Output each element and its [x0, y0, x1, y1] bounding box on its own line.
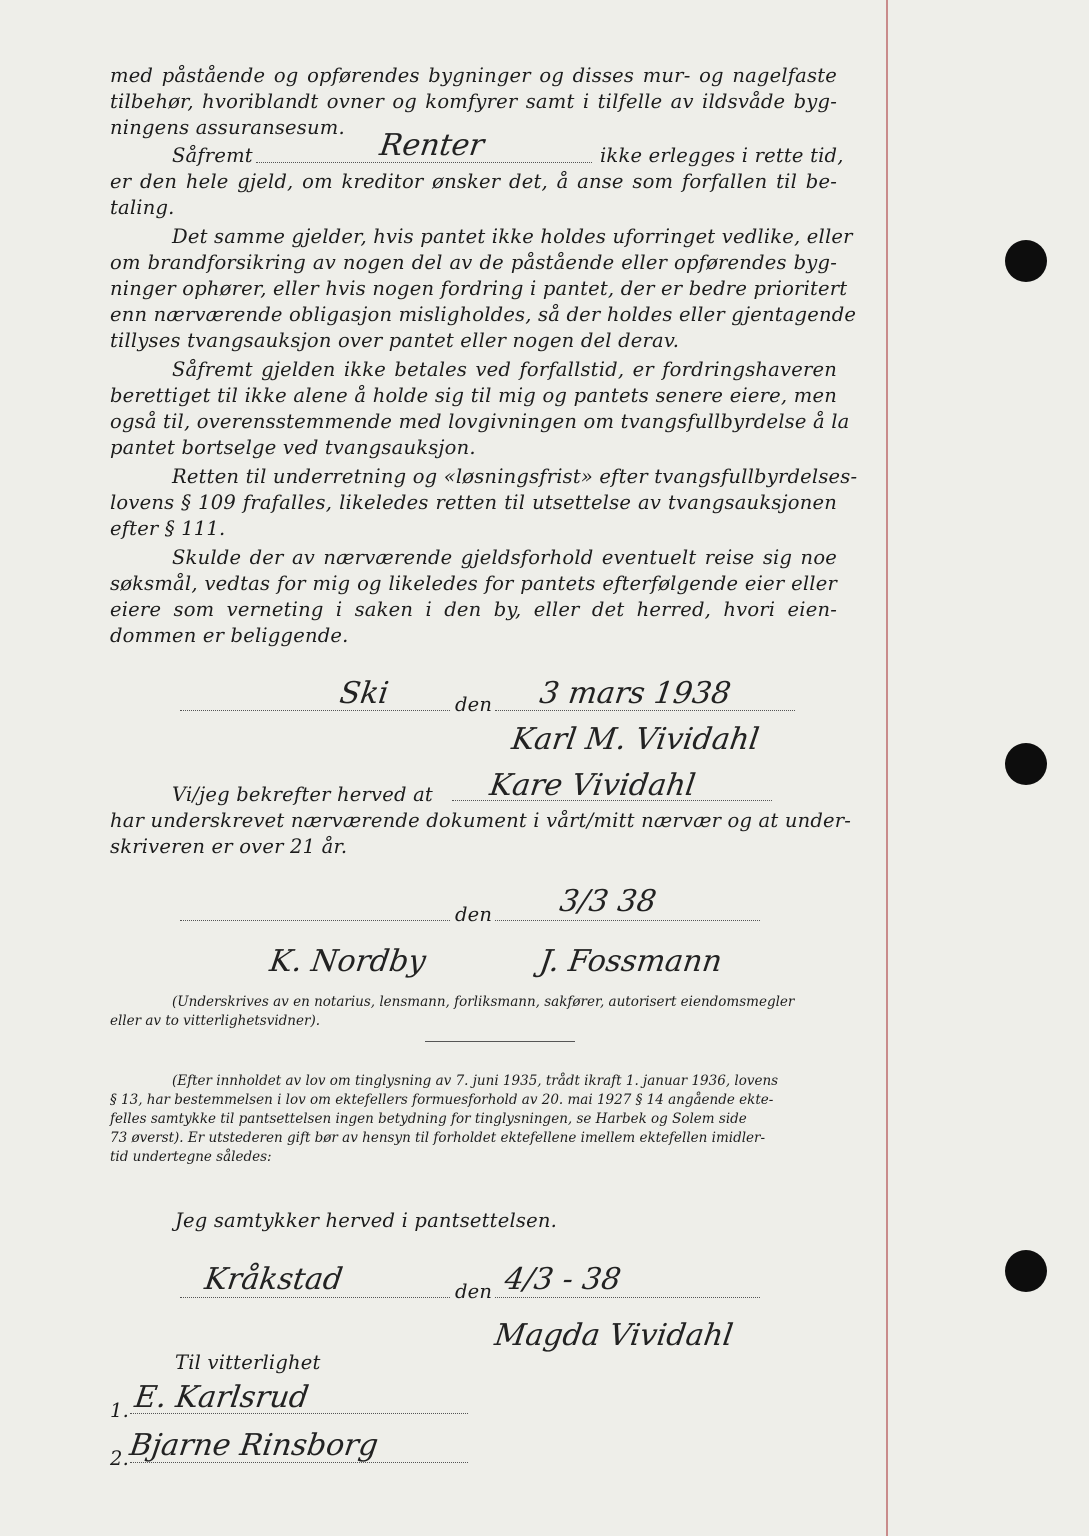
text-line: med påstående og opførendes bygninger og disses mur- og nagelfaste: [110, 64, 837, 87]
signature: Karl M. Vividahl: [509, 722, 762, 757]
witness-heading: Til vitterlighet: [175, 1351, 321, 1374]
handwritten-place: Ski: [337, 676, 391, 711]
handwritten-renter: Renter: [377, 128, 487, 163]
date-line: [495, 1297, 760, 1298]
text-line: også til, overensstemmende med lovgivningen om tvangsfullbyrdelse å la: [110, 410, 850, 433]
place-line: [180, 920, 450, 921]
saafremt-label: Såfremt: [172, 144, 253, 167]
note-line: (Underskrives av en notarius, lensmann, forliksmann, sakfører, autorisert eiendomsmegler: [172, 994, 795, 1010]
place-line: [180, 1297, 450, 1298]
handwritten-name: Kare Vividahl: [487, 768, 698, 803]
margin-line: [886, 0, 888, 1536]
text-line: tillyses tvangsauksjon over pantet eller nogen del derav.: [110, 329, 680, 352]
text-line: dommen er beliggende.: [110, 624, 349, 647]
witness-signature: J. Fossmann: [537, 944, 725, 979]
text-line: søksmål, vedtas for mig og likeledes for pantets efterfølgende eier eller: [110, 572, 837, 595]
handwritten-place: Kråkstad: [202, 1262, 345, 1297]
text-line: efter § 111.: [110, 517, 226, 540]
text-line: enn nærværende obligasjon misligholdes, så der holdes eller gjentagende: [110, 303, 857, 326]
text-line: ninger ophører, eller hvis nogen fordring i pantet, der er bedre prioritert: [110, 277, 848, 300]
note-line: eller av to vitterlighetsvidner).: [110, 1013, 321, 1029]
handwritten-date: 3 mars 1938: [537, 676, 734, 711]
text-line: tilbehør, hvoriblandt ovner og komfyrer samt i tilfelle av ildsvåde byg-: [110, 90, 837, 113]
den-label: den: [455, 1280, 493, 1303]
handwritten-date: 3/3 38: [557, 884, 659, 919]
witness-signature: Bjarne Rinsborg: [127, 1428, 381, 1463]
text-line: skriveren er over 21 år.: [110, 835, 348, 858]
note-line: felles samtykke til pantsettelsen ingen betydning for tinglysningen, se Harbek og Solem side: [110, 1111, 747, 1127]
note-line: tid undertegne således:: [110, 1149, 272, 1165]
confirm-label: Vi/jeg bekrefter herved at: [172, 783, 433, 806]
witness-signature: E. Karlsrud: [132, 1380, 311, 1415]
signature: Magda Vividahl: [492, 1318, 736, 1353]
handwritten-date: 4/3 - 38: [502, 1262, 624, 1297]
text-line: Skulde der av nærværende gjeldsforhold eventuelt reise sig noe: [172, 546, 837, 569]
text-line: Retten til underretning og «løsningsfrist» efter tvangsfullbyrdelses-: [172, 465, 858, 488]
witness-number: 1.: [110, 1399, 130, 1422]
den-label: den: [455, 693, 493, 716]
punch-hole: [1005, 1250, 1047, 1292]
text-line: eiere som verneting i saken i den by, eller det herred, hvori eien-: [110, 598, 837, 621]
consent-line: Jeg samtykker herved i pantsettelsen.: [175, 1209, 558, 1232]
text-line: har underskrevet nærværende dokument i vårt/mitt nærvær og at under-: [110, 809, 852, 832]
text-line: ikke erlegges i rette tid,: [600, 144, 844, 167]
witness-signature: K. Nordby: [267, 944, 428, 979]
witness-number: 2.: [110, 1447, 130, 1470]
note-line: § 13, har bestemmelsen i lov om ektefellers formuesforhold av 20. mai 1927 § 14 angående ekte-: [110, 1092, 774, 1108]
divider: [425, 1041, 575, 1042]
text-line: er den hele gjeld, om kreditor ønsker det, å anse som forfallen til be-: [110, 170, 837, 193]
text-line: Det samme gjelder, hvis pantet ikke holdes uforringet vedlike, eller: [172, 225, 853, 248]
text-line: pantet bortselge ved tvangsauksjon.: [110, 436, 476, 459]
place-line: [180, 710, 450, 711]
text-line: lovens § 109 frafalles, likeledes retten til utsettelse av tvangsauksjonen: [110, 491, 837, 514]
text-line: Såfremt gjelden ikke betales ved forfallstid, er fordringshaveren: [172, 358, 837, 381]
text-line: om brandforsikring av nogen del av de påstående eller opførendes byg-: [110, 251, 837, 274]
note-line: (Efter innholdet av lov om tinglysning av 7. juni 1935, trådt ikraft 1. januar 1936, lovens: [172, 1073, 779, 1089]
text-line: taling.: [110, 196, 175, 219]
note-line: 73 øverst). Er utstederen gift bør av hensyn til forholdet ektefellene imellem ektefellen imidler-: [110, 1130, 766, 1146]
text-line: berettiget til ikke alene å holde sig til mig og pantets senere eiere, men: [110, 384, 837, 407]
text-line: ningens assuransesum.: [110, 116, 345, 139]
punch-hole: [1005, 743, 1047, 785]
date-line: [495, 920, 760, 921]
punch-hole: [1005, 240, 1047, 282]
den-label: den: [455, 903, 493, 926]
